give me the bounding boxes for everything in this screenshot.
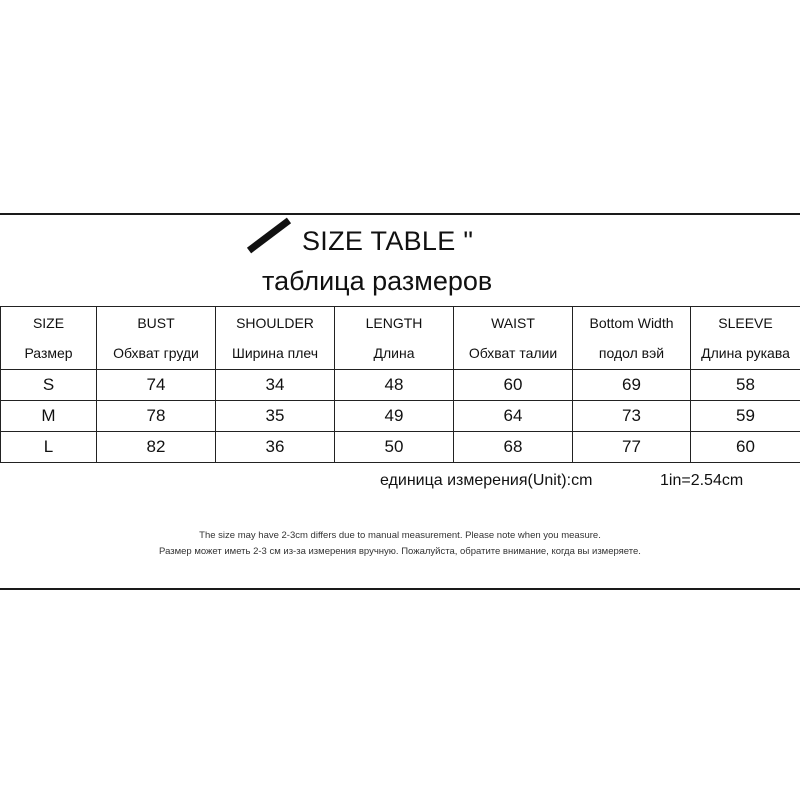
header-ru: Длина	[373, 345, 415, 361]
top-divider	[0, 213, 800, 215]
header-cell-length	[335, 307, 454, 370]
table-cell: 60	[454, 370, 573, 401]
table-cell: 78	[97, 401, 216, 432]
header-ru: подол вэй	[598, 345, 665, 361]
header-cell-sleeve	[691, 307, 800, 370]
header-en: SLEEVE	[718, 315, 773, 331]
table-cell: 74	[97, 370, 216, 401]
table-cell-size: M	[1, 401, 97, 432]
header-cell-waist	[454, 307, 573, 370]
table-row	[1, 432, 800, 463]
bottom-divider	[0, 588, 800, 590]
header-en: BUST	[137, 315, 175, 331]
table-row	[1, 401, 800, 432]
table-cell: 36	[216, 432, 335, 463]
page-title: SIZE TABLE "	[302, 226, 474, 256]
table-cell: 77	[573, 432, 691, 463]
header-en: LENGTH	[365, 315, 423, 331]
header-en: WAIST	[491, 315, 535, 331]
table-cell: 48	[335, 370, 454, 401]
header-ru: Обхват груди	[113, 345, 199, 361]
table-cell: 58	[691, 370, 800, 401]
header-cell-bust	[97, 307, 216, 370]
table-cell: 59	[691, 401, 800, 432]
table-cell-size: S	[1, 370, 97, 401]
table-cell: 35	[216, 401, 335, 432]
table-cell: 64	[454, 401, 573, 432]
table-cell: 60	[691, 432, 800, 463]
table-cell: 34	[216, 370, 335, 401]
table-cell: 68	[454, 432, 573, 463]
table-header-row	[1, 307, 800, 370]
header-ru: Длина рукава	[701, 345, 790, 361]
table-cell-size: L	[1, 432, 97, 463]
header-cell-size	[1, 307, 97, 370]
table-cell: 73	[573, 401, 691, 432]
header-ru: Размер	[24, 345, 73, 361]
table-row	[1, 370, 800, 401]
size-table	[0, 306, 800, 463]
table-cell: 82	[97, 432, 216, 463]
header-en: SIZE	[32, 315, 65, 331]
header-en: Bottom Width	[589, 315, 674, 331]
header-ru: Обхват талии	[468, 345, 558, 361]
header-cell-bottom-width	[573, 307, 691, 370]
unit-label: единица измерения(Unit):cm	[380, 472, 593, 489]
title-slash-decoration	[247, 218, 291, 254]
page-subtitle: таблица размеров	[262, 266, 493, 296]
measurement-note-ru: Размер может иметь 2-3 см из-за измерения вручную. Пожалуйста, обратите внимание, когда вы измеряете.	[159, 546, 641, 557]
table-cell: 50	[335, 432, 454, 463]
header-cell-shoulder	[216, 307, 335, 370]
table-cell: 49	[335, 401, 454, 432]
header-en: SHOULDER	[236, 315, 314, 331]
header-ru: Ширина плеч	[231, 345, 319, 361]
table-cell: 69	[573, 370, 691, 401]
conversion-label: 1in=2.54cm	[660, 472, 744, 489]
measurement-note-en: The size may have 2-3cm differs due to manual measurement. Please note when you measure.	[199, 530, 601, 541]
